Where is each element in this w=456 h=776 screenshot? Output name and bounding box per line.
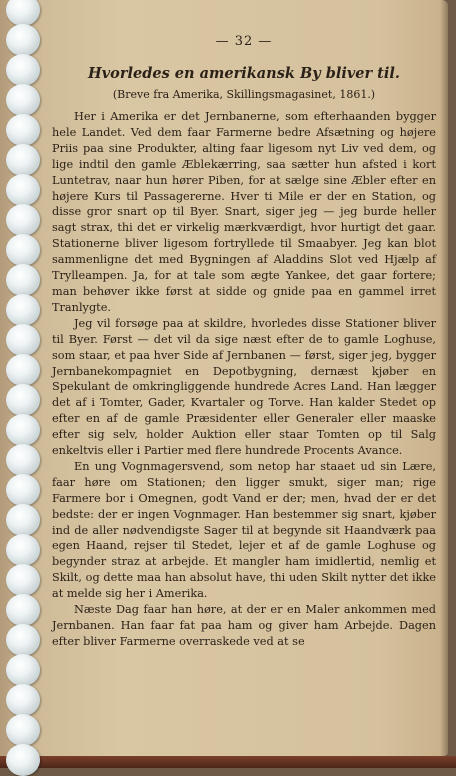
paragraph: En ung Vognmagersvend, som netop har staaet ud sin Lære, faar høre om Stationen; den ligger smukt, siger man; rige Farmere bor i Omegnen, godt Vand er der; men, hvad der er det bedste: der er ingen Vognmager. Han bestemmer sig snart, kjøber ind de aller nødvendigste Sager til at begynde sit Haandværk paa egen Haand, rejser til Stedet, lejer et af de gamle Loghuse og begynder straz at arbejde. Et mangler ham imidlertid, nemlig et Skilt, og dette maa han absolut have, thi uden Skilt nytter det ikke at melde sig her i Amerika.: [52, 459, 436, 601]
cord-bead: [6, 504, 40, 536]
cord-bead: [6, 444, 40, 476]
paragraph: Næste Dag faar han høre, at der er en Maler ankommen med Jernbanen. Han faar fat paa ham og giver ham Arbejde. Dagen efter bliver Farmerne overraskede ved at se: [52, 603, 436, 648]
cord-bead: [6, 414, 40, 446]
paragraph: Jeg vil forsøge paa at skildre, hvorledes disse Stationer bliver til Byer. Først — det vil da sige næst efter de to gamle Loghuse, som staar, et paa hver Side af Jernbanen — først, siger jeg, bygger Jernbanekompagniet en Depotbygning, dernæst kjøber en Spekulant de omkringliggende hundrede Acres Land. Han lægger det af i Tomter, Gader, Kvartaler og Torve. Han kalder Stedet op efter en af de gamle Præsidenter eller Generaler eller maaske efter sig selv, holder Auktion eller staar Tomten op til Salg enkeltvis eller i Partier med flere hundrede Procents Avance.: [52, 316, 436, 458]
cord-bead: [6, 84, 40, 116]
cord-bead: [6, 234, 40, 266]
cord-bead: [6, 204, 40, 236]
cord-bead: [6, 324, 40, 356]
cord-bead: [6, 594, 40, 626]
cord-bead: [6, 714, 40, 746]
article-subtitle: (Breve fra Amerika, Skillingsmagasinet, 1861.): [112, 88, 376, 101]
cord-bead: [6, 264, 40, 296]
cord-bead: [6, 684, 40, 716]
article-title: Hvorledes en amerikansk By bliver til.: [88, 65, 400, 82]
cord-bead: [6, 294, 40, 326]
page-content: [52, 34, 436, 650]
cord-bead: [6, 54, 40, 86]
paragraph: Her i Amerika er det Jernbanerne, som efterhaanden bygger hele Landet. Ved dem faar Farmerne bedre Afsætning og højere Priis paa sine Produkter, alting faar ligesom nyt Liv ved dem, og lige indtil den gamle Æblekærring, saa sætter hun afsted i kort Luntetrav, naar hun hører Piben, for at sælge sine Æbler efter en højere Kurs til Passagererne. Hver ti Mile er der en Station, og disse gror snart op til Byer. Snart, siger jeg — jeg burde heller sagt strax, thi det er virkelig mærkværdigt, hvor hurtigt det gaar. Stationerne bliver ligesom fortryllede til Smaabyer. Jeg kan blot sammenligne det med Bygningen af Aladdins Slot ved Hjælp af Trylleampen. Ja, for at tale som ægte Yankee, det gaar fortere; man behøver ikke først at sidde og gnide paa en gammel irret Tranlygte.: [52, 110, 436, 314]
cord-bead: [6, 24, 40, 56]
cord-bead: [6, 474, 40, 506]
cord-bead: [6, 114, 40, 146]
cord-bead: [6, 744, 40, 776]
page-number: — 32 —: [215, 34, 273, 49]
cord-bead: [6, 384, 40, 416]
cord-bead: [6, 144, 40, 176]
bookmark-cord: [6, 0, 44, 768]
cord-bead: [6, 654, 40, 686]
book-edge: [0, 756, 456, 768]
cord-bead: [6, 354, 40, 386]
cord-bead: [6, 174, 40, 206]
cord-bead: [6, 624, 40, 656]
cord-bead: [6, 534, 40, 566]
article-body: [52, 109, 436, 650]
cord-bead: [6, 0, 40, 26]
cord-bead: [6, 564, 40, 596]
